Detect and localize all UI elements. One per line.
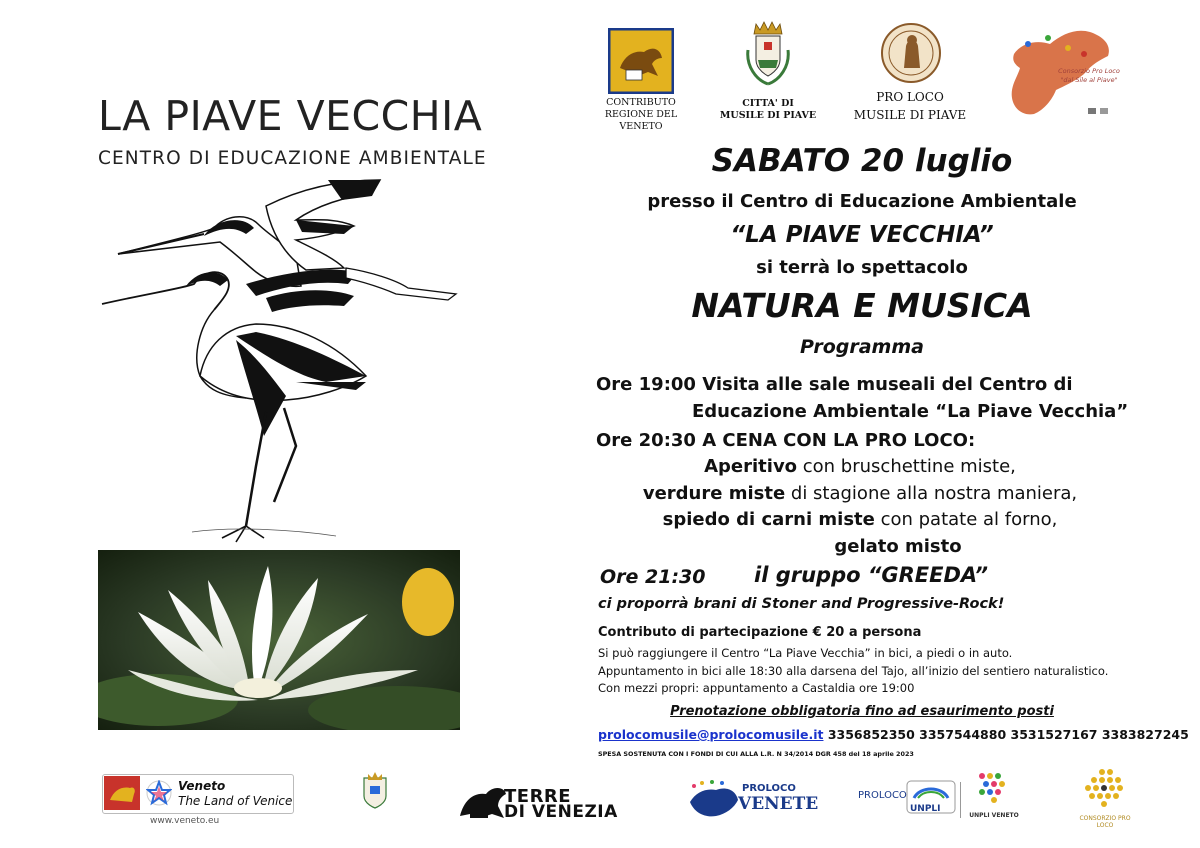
proloco-seal-icon xyxy=(880,22,942,84)
consorzio-pro-loco-dots-icon xyxy=(1082,768,1128,812)
veneto-name: Veneto xyxy=(178,779,226,793)
event-venue: “LA PIAVE VECCHIA” xyxy=(730,222,994,248)
menu-item xyxy=(600,509,1120,530)
program-text: Visita alle sale museali del Centro di xyxy=(695,374,1073,395)
contact-line xyxy=(598,727,1189,742)
consorzio-caption-2: "dal Sile al Piave" xyxy=(1060,76,1118,84)
proloco-venete-map-icon xyxy=(686,780,742,820)
unpli-pro-text xyxy=(858,790,907,801)
veneto-lion-icon xyxy=(104,776,140,810)
consorzio-pro-loco-caption: CONSORZIO PRO LOCO xyxy=(1079,815,1131,829)
program-band: il gruppo “GREEDA” xyxy=(754,563,989,587)
citta-caption-1: CITTA' DI xyxy=(742,98,794,109)
footer-divider xyxy=(960,782,961,818)
citta-caption-2: MUSILE DI PIAVE xyxy=(719,110,817,121)
menu-item-rest: con patate al forno, xyxy=(874,509,1058,530)
veneto-star-icon xyxy=(146,780,172,806)
citta-metropolitana-icon xyxy=(360,772,390,810)
avocet-birds-illustration xyxy=(96,176,466,546)
program-item-1900 xyxy=(596,374,1073,395)
contributo-text: Contributo di partecipazione € 20 a persona xyxy=(598,625,922,640)
program-band-description: ci proporrà brani di Stoner and Progressive-Rock! xyxy=(598,596,1005,612)
menu-item xyxy=(600,483,1120,504)
unpli-loco: LOCO xyxy=(878,790,907,801)
regione-veneto-lion-icon xyxy=(608,28,674,94)
program-time: Ore 19:00 xyxy=(596,374,696,395)
consorzio-caption-1: Consorzio Pro Loco xyxy=(1058,67,1120,75)
info-line-3: Con mezzi propri: appuntamento a Castaldia ore 19:00 xyxy=(598,681,915,695)
unpli-veneto-caption: UNPLI VENETO xyxy=(969,812,1019,819)
terre-word-2: DI VENEZIA xyxy=(504,802,618,822)
proloco-caption-2: MUSILE DI PIAVE xyxy=(853,108,967,122)
event-show-title: NATURA E MUSICA xyxy=(691,286,1033,325)
program-time-2130: Ore 21:30 xyxy=(600,566,706,588)
proloco-venete-word-2: VENETE xyxy=(738,794,819,814)
program-item-2030 xyxy=(596,430,975,451)
unpli-veneto-dots-icon xyxy=(974,770,1014,806)
menu-item-bold: spiedo di carni miste xyxy=(662,509,875,530)
email-link[interactable]: prolocomusile@prolocomusile.it xyxy=(598,727,824,742)
spesa-note: SPESA SOSTENUTA CON I FONDI DI CUI ALLA L.R. N 34/2014 DGR 458 del 18 aprile 2023 xyxy=(598,750,914,758)
proloco-venete-word: PROLOCO xyxy=(742,783,796,794)
terre-word: TERRE xyxy=(504,786,572,807)
menu-item-bold: Aperitivo xyxy=(704,456,798,477)
veneto-tagline: The Land of Venice xyxy=(178,794,293,808)
event-date: SABATO 20 luglio xyxy=(711,143,1013,179)
unpli-word: UNPLI xyxy=(910,804,941,814)
page-title: LA PIAVE VECCHIA xyxy=(98,92,483,140)
menu-item-rest: con bruschettine miste, xyxy=(797,456,1016,477)
page-subtitle: CENTRO DI EDUCAZIONE AMBIENTALE xyxy=(98,148,487,169)
info-line-2: Appuntamento in bici alle 18:30 alla darsena del Tajo, all’inizio del sentiero naturalistico. xyxy=(598,664,1109,678)
veneto-url: www.veneto.eu xyxy=(150,816,220,826)
regione-caption-1: CONTRIBUTO xyxy=(606,97,676,108)
terre-di-venezia-lion-icon xyxy=(456,778,510,822)
unpli-pro: PRO xyxy=(858,790,879,801)
info-line-1: Si può raggiungere il Centro “La Piave Vecchia” in bici, a piedi o in auto. xyxy=(598,646,1013,660)
proloco-caption-1: PRO LOCO xyxy=(876,90,944,104)
musile-coat-of-arms-icon xyxy=(742,20,794,90)
menu-item-gelato: gelato misto xyxy=(834,536,962,557)
prenotazione-notice: Prenotazione obbligatoria fino ad esaurimento posti xyxy=(670,704,1054,719)
regione-caption-2: REGIONE DEL VENETO xyxy=(604,109,678,132)
programma-heading: Programma xyxy=(800,336,924,358)
menu-item xyxy=(600,456,1120,477)
program-item-1900-cont: Educazione Ambientale “La Piave Vecchia” xyxy=(692,401,1129,422)
program-time: Ore 20:30 xyxy=(596,430,696,451)
program-text: A CENA CON LA PRO LOCO: xyxy=(695,430,976,451)
event-presso: presso il Centro di Educazione Ambientale xyxy=(647,191,1077,212)
menu-item-bold: verdure miste xyxy=(642,483,786,504)
event-intro: si terrà lo spettacolo xyxy=(756,257,968,278)
water-lily-photo xyxy=(98,550,460,730)
phone-numbers: 3356852350 3357544880 3531527167 3383827245 xyxy=(823,727,1189,742)
menu-item-rest: di stagione alla nostra maniera, xyxy=(785,483,1078,504)
